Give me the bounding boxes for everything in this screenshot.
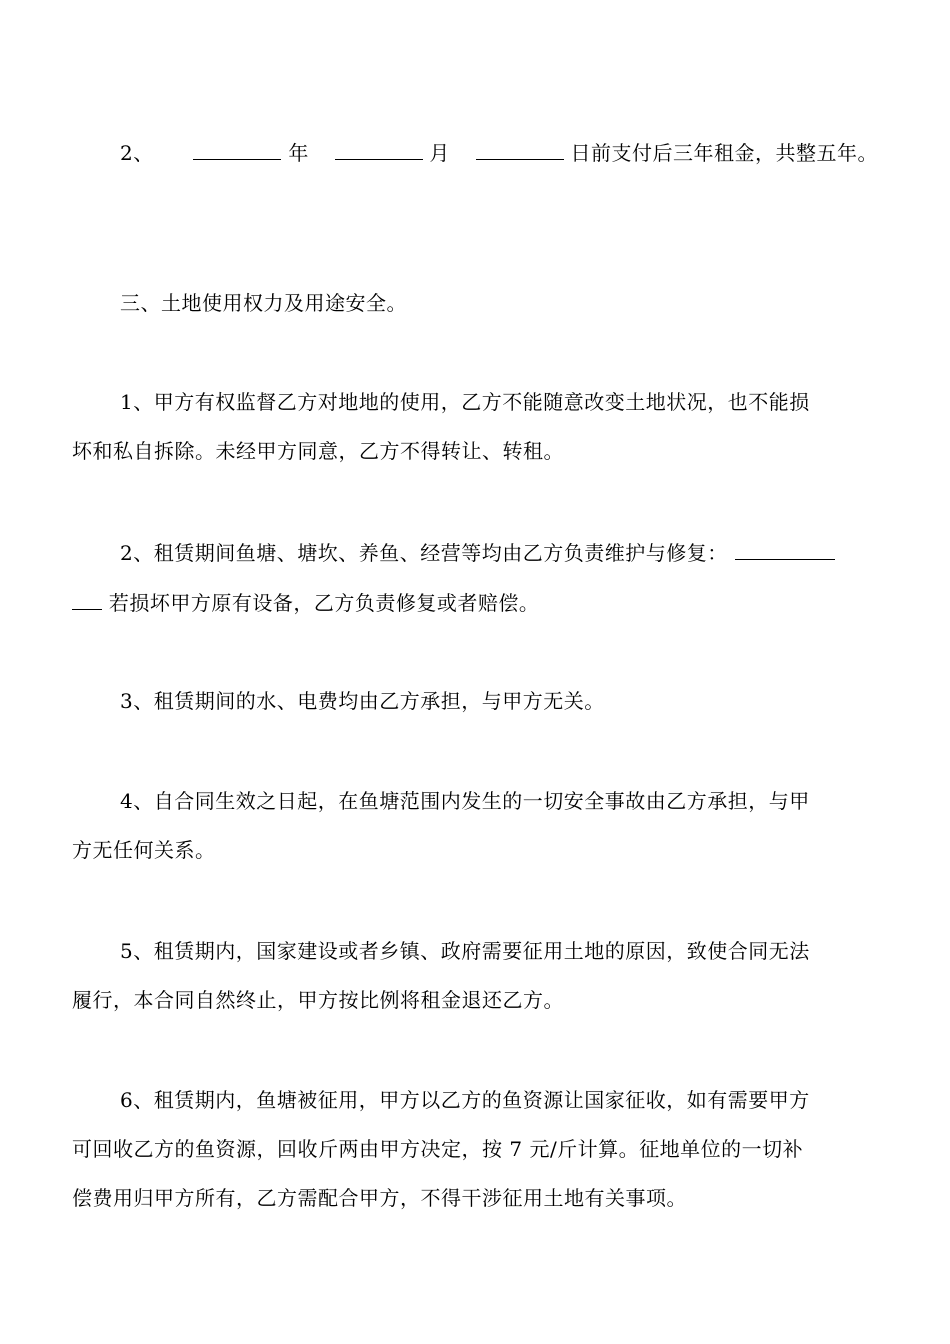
year-blank: [193, 141, 281, 160]
clause-4-line-2: 方无任何关系。: [72, 838, 216, 862]
clause-6-line-2: 可回收乙方的鱼资源，回收斤两由甲方决定，按 7 元/斤计算。征地单位的一切补: [72, 1137, 804, 1161]
clause-3: 3、租赁期间的水、电费均由乙方承担，与甲方无关。: [120, 689, 605, 713]
repair-note-blank: [735, 541, 835, 560]
clause-5-line-2: 履行，本合同自然终止，甲方按比例将租金退还乙方。: [72, 988, 564, 1012]
clause-6-line-1: 6、租赁期内，鱼塘被征用，甲方以乙方的鱼资源让国家征收，如有需要甲方: [120, 1088, 810, 1112]
clause-1-line-2: 坏和私自拆除。未经甲方同意，乙方不得转让、转租。: [72, 439, 564, 463]
clause-4-line-1: 4、自合同生效之日起，在鱼塘范围内发生的一切安全事故由乙方承担，与甲: [120, 789, 810, 813]
clause-2-text: 2、租赁期间鱼塘、塘坎、养鱼、经营等均由乙方负责维护与修复：: [120, 541, 728, 565]
payment-term-suffix: 日前支付后三年租金，共整五年。: [570, 141, 878, 165]
section-heading: 三、土地使用权力及用途安全。: [120, 291, 407, 315]
clause-6-line-3: 偿费用归甲方所有，乙方需配合甲方，不得干涉征用土地有关事项。: [72, 1186, 687, 1210]
repair-note-blank-cont: [72, 591, 102, 610]
year-label: 年: [288, 141, 309, 165]
clause-1-line-1: 1、甲方有权监督乙方对地地的使用，乙方不能随意改变土地状况，也不能损: [120, 390, 810, 414]
day-blank: [476, 141, 564, 160]
payment-term-line: [120, 140, 930, 166]
month-blank: [335, 141, 423, 160]
month-label: 月: [429, 141, 450, 165]
clause-2-line-2: [72, 590, 882, 616]
clause-2-line-1: [120, 540, 930, 566]
clause-2-text-cont: 若损坏甲方原有设备，乙方负责修复或者赔偿。: [108, 591, 540, 615]
clause-5-line-1: 5、租赁期内，国家建设或者乡镇、政府需要征用土地的原因，致使合同无法: [120, 939, 810, 963]
item-number: 2、: [120, 141, 154, 165]
